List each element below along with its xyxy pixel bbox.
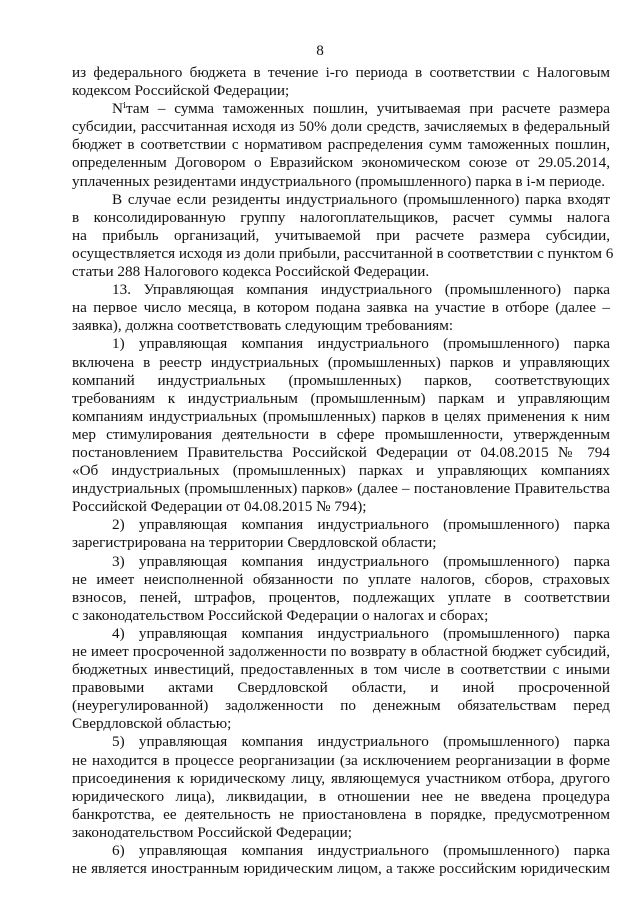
text-line: В случае если резиденты индустриального (промышленного) парка входят (112, 190, 610, 208)
text-line: бюджетных инвестиций, предоставленных в том числе в соответствии с иными (72, 661, 610, 679)
text-line: не имеет неисполненной обязанности по уплате налогов, сборов, страховых (72, 570, 610, 588)
text-line: индустриальных (промышленных) парков» (далее – постановление Правительства (72, 480, 610, 498)
text-line: зарегистрирована на территории Свердловской области; (72, 534, 437, 552)
text-line: субсидии, рассчитанная исходя из 50% доли средств, зачисляемых в федеральный (72, 118, 610, 136)
text-line: кодексом Российской Федерации; (72, 82, 290, 100)
text-line: требованиям к индустриальным (промышленным) паркам и управляющим (72, 389, 610, 407)
text-line: не является иностранным юридическим лицом, а также российским юридическим (72, 860, 610, 878)
text-line: 1) управляющая компания индустриального (промышленного) парка (112, 335, 610, 353)
text-line: в консолидированную группу налогоплательщиков, расчет суммы налога (72, 208, 610, 226)
text-line: присоединения к юридическому лицу, являющемуся участником отбора, другого (72, 769, 610, 787)
text-line: заявка), должна соответствовать следующим требованиям: (72, 317, 454, 335)
text-line: на первое число месяца, в котором подана заявка на участие в отборе (далее – (72, 299, 610, 317)
text-line: не имеет просроченной задолженности по возврату в областной бюджет субсидий, (72, 643, 610, 660)
text-line: 6) управляющая компания индустриального (промышленного) парка (112, 842, 610, 860)
text-line: 4) управляющая компания индустриального (промышленного) парка (112, 624, 610, 642)
text-line: Российской Федерации от 04.08.2015 № 794); (72, 498, 367, 516)
text-line: уплаченных резидентами индустриального (промышленного) парка в i-м периоде. (72, 172, 606, 190)
text-line: бюджет в соответствии с нормативом распределения сумм таможенных пошлин, (72, 136, 610, 154)
text-line: с законодательством Российской Федерации о налогах и сборах; (72, 606, 489, 624)
text-line: 3) управляющая компания индустриального (промышленного) парка (112, 552, 610, 570)
text-line: Nⁱтам – сумма таможенных пошлин, учитываемая при расчете размера (112, 100, 610, 118)
text-line: определенным Договором о Евразийском экономическом союзе от 29.05.2014, (72, 154, 610, 172)
page-number: 8 (316, 42, 324, 59)
text-line: статьи 288 Налогового кодекса Российской Федерации. (72, 263, 430, 281)
text-line: компаний индустриальных (промышленных) парков, соответствующих (72, 371, 610, 389)
text-line: 2) управляющая компания индустриального (промышленного) парка (112, 516, 610, 534)
text-line: юридического лица), ликвидации, в отношении нее не введена процедура (72, 787, 610, 805)
text-line: осуществляется исходя из доли прибыли, рассчитанной в соответствии с пунктом 6 (72, 244, 614, 262)
text-line: компаниям индустриальных (промышленных) парков в целях применения к ним (72, 407, 610, 425)
text-line: взносов, пеней, штрафов, процентов, подлежащих уплате в соответствии (72, 588, 610, 606)
text-line: Свердловской областью; (72, 715, 232, 733)
text-line: 13. Управляющая компания индустриального (промышленного) парка (112, 281, 610, 299)
text-line: банкротства, ее деятельность не приостановлена в порядке, предусмотренном (72, 805, 610, 823)
text-line: из федерального бюджета в течение i-го периода в соответствии с Налоговым (72, 64, 610, 81)
text-line: включена в реестр индустриальных (промышленных) парков и управляющих (72, 353, 610, 371)
text-line: мер стимулирования деятельности в сфере промышленности, утвержденным (72, 425, 610, 443)
text-line: законодательством Российской Федерации; (72, 823, 352, 841)
text-line: постановлением Правительства Российской Федерации от 04.08.2015 № 794 (72, 443, 610, 461)
text-line: «Об индустриальных (промышленных) парках и управляющих компаниях (72, 462, 610, 480)
text-line: правовыми актами Свердловской области, и иной просроченной (72, 679, 610, 697)
text-line: 5) управляющая компания индустриального (промышленного) парка (112, 733, 610, 751)
text-line: (неурегулированной) задолженности по денежным обязательствам перед (72, 697, 610, 715)
document-body (72, 64, 614, 878)
text-line: на прибыль организаций, учитываемой при расчете размера субсидии, (72, 226, 610, 244)
text-line: не находится в процессе реорганизации (за исключением реорганизации в форме (72, 751, 610, 769)
